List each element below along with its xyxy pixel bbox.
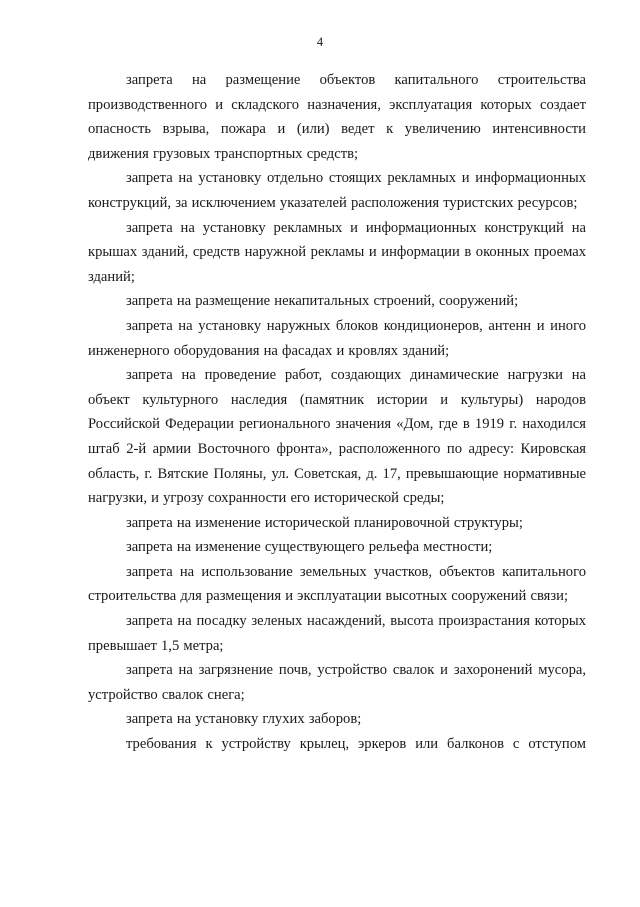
paragraph-8: запрета на изменение существующего рельефа местности; xyxy=(126,539,493,556)
paragraph-3: запрета на установку рекламных и информационных конструкций на крышах зданий, средств наружной рекламы и информации в оконных проемах зданий; xyxy=(88,219,586,285)
paragraph-5: запрета на установку наружных блоков кондиционеров, антенн и иного инженерного оборудования на фасадах и кровлях зданий; xyxy=(88,317,586,359)
paragraph-4: запрета на размещение некапитальных строений, сооружений; xyxy=(126,293,519,310)
paragraph-12: запрета на установку глухих заборов; xyxy=(126,711,362,728)
paragraph-10: запрета на посадку зеленых насаждений, высота произрастания которых превышает 1,5 метра; xyxy=(88,613,586,654)
paragraph-7: запрета на изменение исторической планировочной структуры; xyxy=(126,514,523,531)
page-number: 4 xyxy=(316,35,324,49)
document-body xyxy=(88,68,586,757)
paragraph-9: запрета на использование земельных участков, объектов капитального строительства для размещения и эксплуатации высотных сооружений связи; xyxy=(88,563,586,605)
paragraph-13: требования к устройству крылец, эркеров или балконов с отступом xyxy=(126,736,586,753)
paragraph-6: запрета на проведение работ, создающих динамические нагрузки на объект культурного наследия (памятник истории и культуры) народов Российской Федерации регионального значения «Дом, где в 1919 г. находился штаб 2-й армии Восточного фронта», расположенного по адресу: Кировская область, г. Вятские Поляны, ул. Советская, д. 17, превышающие нормативные нагрузки, и угрозу сохранности его исторической среды; xyxy=(88,367,586,507)
paragraph-11: запрета на загрязнение почв, устройство свалок и захоронений мусора, устройство свалок снега; xyxy=(88,662,586,703)
paragraph-2: запрета на установку отдельно стоящих рекламных и информационных конструкций, за исключением указателей расположения туристских ресурсов; xyxy=(88,170,586,211)
paragraph-1: запрета на размещение объектов капитального строительства производственного и складского назначения, эксплуатация которых создает опасность взрыва, пожара и (или) ведет к увеличению интенсивности движения грузовых транспортных средств; xyxy=(88,72,586,162)
